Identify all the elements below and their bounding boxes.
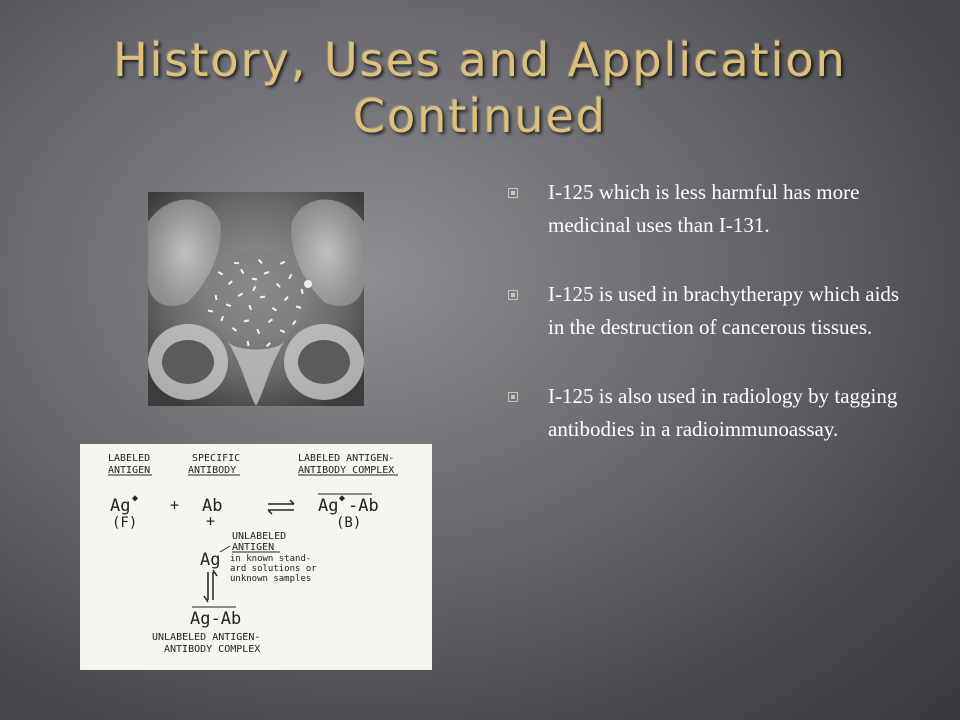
xray-graphic [148,192,364,406]
label-star: ◆ [132,493,139,504]
square-bullet-icon [508,188,518,198]
labeled-antigen-label-1: LABELED [108,453,151,464]
title-line-2: Continued [352,89,608,143]
square-bullet-icon [508,290,518,300]
bullet-item [508,380,908,446]
complex-star: ◆ [339,493,346,504]
f-label: (F) [112,515,138,531]
labeled-complex-label-2: ANTIBODY COMPLEX [298,465,395,476]
bullet-list [508,176,908,482]
unlabeled-antigen-label-2: ANTIGEN [232,542,275,553]
specific-antibody-label-2: ANTIBODY [188,465,237,476]
unlabeled-complex-label-1: UNLABELED ANTIGEN- [152,632,261,643]
unlabeled-antigen-label-1: UNLABELED [232,531,287,542]
ag-ab-labeled: -Ab [348,496,379,516]
labeled-antigen-label-2: ANTIGEN [108,465,151,476]
labeled-complex-label-1: LABELED ANTIGEN- [298,453,395,464]
unlabeled-note-2: ard solutions or [230,564,317,574]
ag-complex: Ag [318,496,339,516]
bullet-item [508,176,908,242]
xray-image [148,192,364,406]
plus-sign-2: + [206,512,216,530]
ag-ab-unlabeled: Ag-Ab [190,609,242,629]
diagram-graphic [80,444,432,670]
slide-title [0,32,960,144]
unlabeled-note-1: in known stand- [230,554,312,564]
b-label: (B) [336,515,362,531]
ag-labeled: Ag [110,496,131,516]
bullet-text: I-125 is used in brachytherapy which aids in the destruction of cancerous tissues. [548,282,900,339]
bullet-item [508,278,908,344]
square-bullet-icon [508,392,518,402]
bullet-text: I-125 which is less harmful has more medicinal uses than I-131. [548,180,860,237]
plus-sign: + [170,496,180,514]
ab-label: Ab [202,496,223,516]
unlabeled-note-3: unknown samples [230,574,312,584]
bullet-text: I-125 is also used in radiology by tagging antibodies in a radioimmunoassay. [548,384,898,441]
title-line-1: History, Uses and Application [113,33,847,87]
ag-unlabeled: Ag [200,550,221,570]
specific-antibody-label-1: SPECIFIC [192,453,241,464]
unlabeled-complex-label-2: ANTIBODY COMPLEX [164,644,261,655]
radioimmunoassay-diagram [80,444,432,670]
